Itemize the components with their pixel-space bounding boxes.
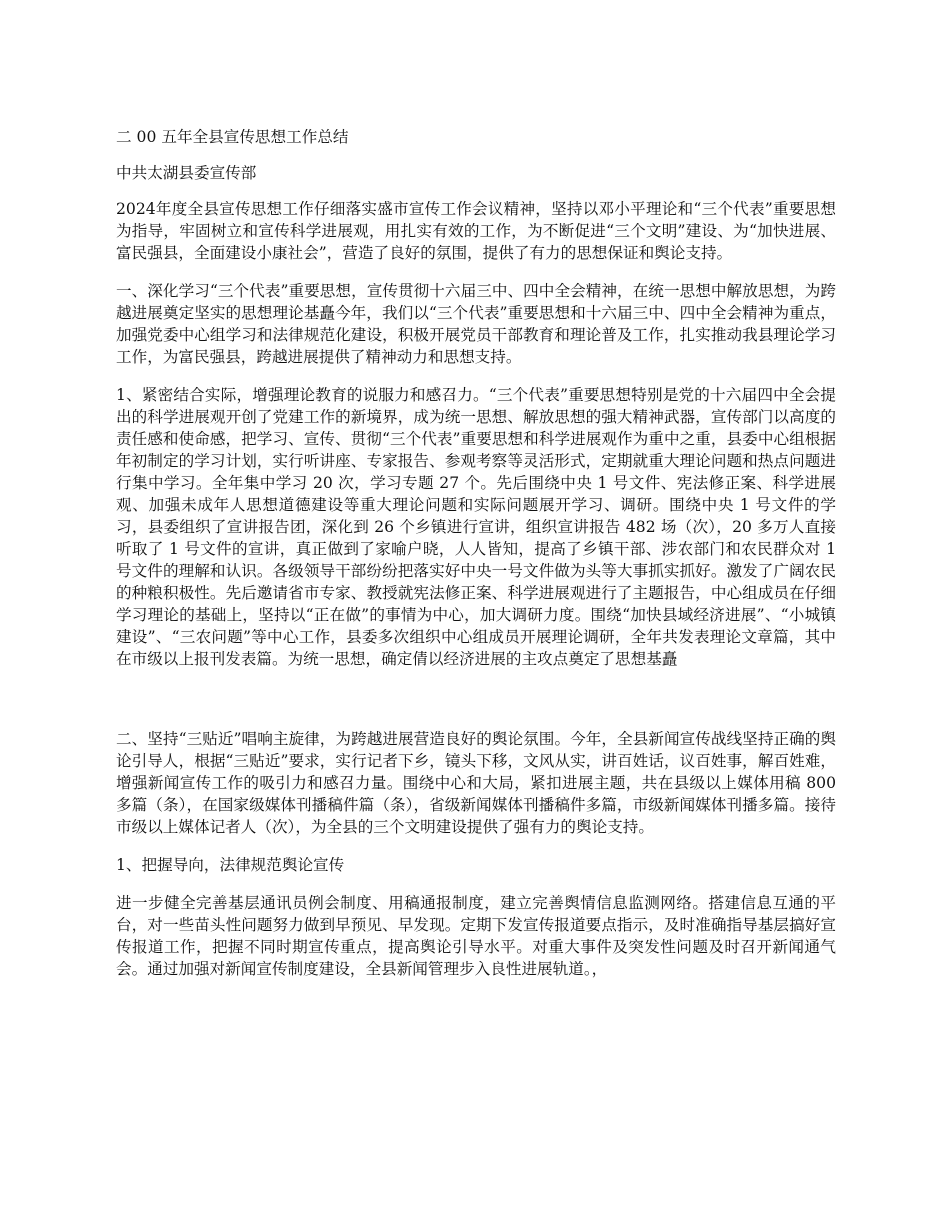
paragraph-section-2: 二、坚持“三贴近”唱响主旋律，为跨越进展营造良好的舆论氛围。今年，全县新闻宣传战线坚持正确的舆论引导人，根据“三贴近”要求，实行记者下乡，镜头下移，文风从实，讲百姓话，议百姓事，解百姓难，增强新闻宣传工作的吸引力和感召力量。围绕中心和大局，紧扣进展主题，共在县级以上媒体用稿 800 多篇（条），在国家级媒体刊播稿件篇（条），省级新闻媒体刊播稿件多篇，市级新闻媒体刊播多篇。接待市级以上媒体记者人（次），为全县的三个文明建设提供了强有力的舆论支持。 <box>116 730 836 836</box>
paragraph-intro: 2024年度全县宣传思想工作仔细落实盛市宣传工作会议精神，坚持以邓小平理论和“三个代表”重要思想为指导，牢固树立和宣传科学进展观，用扎实有效的工作，为不断促进“三个文明”建设、为“加快进展、富民强县，全面建设小康社会”，营造了良好的氛围，提供了有力的思想保证和舆论支持。 <box>116 200 836 262</box>
paragraph-section-1-item-1: 1、紧密结合实际，增强理论教育的说服力和感召力。“三个代表”重要思想特别是党的十六届四中全会提出的科学进展观开创了党建工作的新境界，成为统一思想、解放思想的强大精神武器，宣传部门以高度的责任感和使命感，把学习、宣传、贯彻“三个代表”重要思想和科学进展观作为重中之重，县委中心组根据年初制定的学习计划，实行听讲座、专家报告、参观考察等灵活形式，定期就重大理论问题和热点问题进行集中学习。全年集中学习 20 次，学习专题 27 个。先后围绕中央 1 号文件、宪法修正案、科学进展观、加强未成年人思想道德建设等重大理论问题和实际问题展开学习、调研。围绕中央 1 号文件的学习，县委组织了宣讲报告团，深化到 26 个乡镇进行宣讲，组织宣讲报告 482 场（次），20 多万人直接听取了 1 号文件的宣讲，真正做到了家喻户晓，人人皆知，提高了乡镇干部、涉农部门和农民群众对 1 号文件的理解和认识。各级领导干部纷纷把落实好中央一号文件做为头等大事抓实抓好。激发了广阔农民的种粮积极性。先后邀请省市专家、教授就宪法修正案、科学进展观进行了主题报告，中心组成员在仔细学习理论的基础上，坚持以“正在做”的事情为中心，加大调研力度。围绕“加快县域经济进展”、“小城镇建设”、“三农问题”等中心工作，县委多次组织中心组成员开展理论调研，全年共发表理论文章篇，其中在市级以上报刊发表篇。为统一思想，确定倩以经济进展的主攻点奠定了思想基矗 <box>116 386 836 668</box>
blank-spacer <box>116 686 836 728</box>
document-organization: 中共太湖县委宣传部 <box>116 164 257 182</box>
paragraph-section-2-item-1-body: 进一步健全完善基层通讯员例会制度、用稿通报制度，建立完善舆情信息监测网络。搭建信息互通的平台，对一些苗头性问题努力做到早预见、早发现。定期下发宣传报道要点指示，及时准确指导基层搞好宣传报道工作，把握不同时期宣传重点，提高舆论引导水平。对重大事件及突发性问题及时召开新闻通气会。通过加强对新闻宣传制度建设，全县新闻管理步入良性进展轨道。， <box>116 894 836 978</box>
paragraph-section-1: 一、深化学习“三个代表”重要思想，宣传贯彻十六届三中、四中全会精神，在统一思想中解放思想，为跨越进展奠定坚实的思想理论基矗今年，我们以“三个代表”重要思想和十六届三中、四中全会精神为重点，加强党委中心组学习和法律规范化建设，积极开展党员干部教育和理论普及工作，扎实推动我县理论学习工作，为富民强县，跨越进展提供了精神动力和思想支持。 <box>116 282 836 366</box>
document-title: 二 00 五年全县宣传思想工作总结 <box>116 128 349 146</box>
document-page <box>116 126 836 996</box>
paragraph-section-2-item-1-heading: 1、把握导向，法律规范舆论宣传 <box>116 856 345 874</box>
